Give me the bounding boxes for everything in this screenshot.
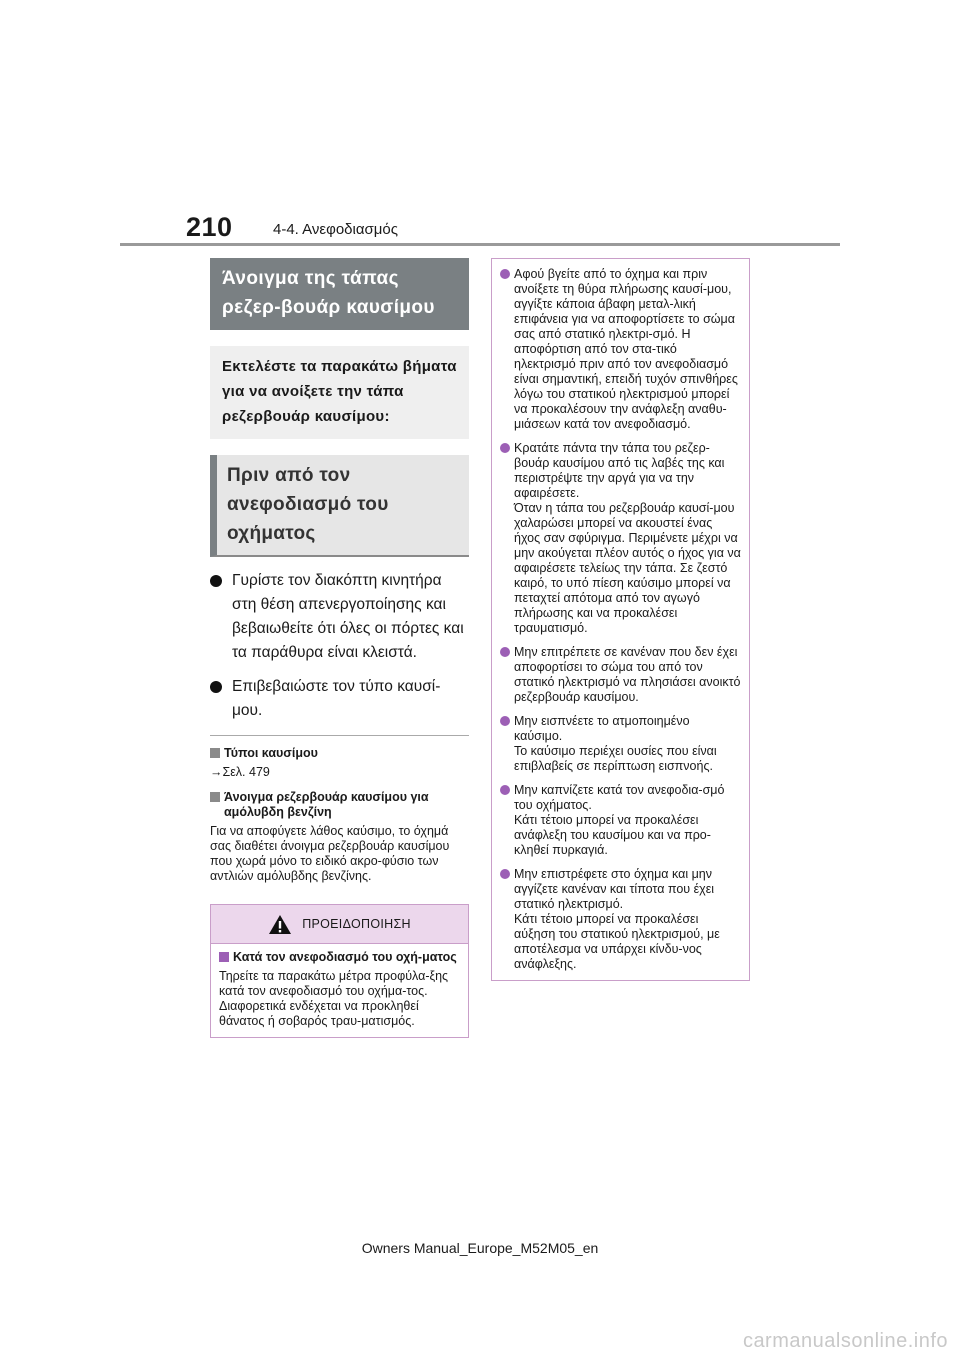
note-title-text: Τύποι καυσίμου — [224, 746, 318, 760]
list-item — [500, 714, 741, 774]
note-title-text: Άνοιγμα ρεζερβουάρ καυσίμου για αμόλυβδη βενζίνη — [224, 790, 429, 819]
bullet-dot-icon — [500, 269, 510, 279]
warning-box — [210, 904, 469, 1038]
warning-label: ΠΡΟΕΙΔΟΠΟΙΗΣΗ — [302, 917, 411, 931]
warning-item-text: Μην επιτρέπετε σε κανέναν που δεν έχει αποφορτίσει το σώμα του από τον στατικό ηλεκτρισμό να πλησιάσει ανοικτό ρεζερβουάρ καυσίμου. — [514, 645, 741, 704]
square-bullet-icon — [219, 952, 229, 962]
warning-text: Τηρείτε τα παρακάτω μέτρα προφύλα-ξης κατά τον ανεφοδιασμό του οχήμα-τος. Διαφορετικά ενδέχεται να προκληθεί θάνατος ή σοβαρός τραυ-ματισμός. — [219, 969, 449, 1028]
list-item — [500, 267, 741, 432]
square-bullet-icon — [210, 792, 220, 802]
intro-text: Εκτελέστε τα παρακάτω βήματα για να ανοίξετε την τάπα ρεζερβουάρ καυσίμου: — [210, 346, 469, 439]
list-item — [500, 441, 741, 636]
bullet-dot-icon — [210, 681, 222, 693]
list-item — [210, 675, 469, 723]
warning-title-text: Κατά τον ανεφοδιασμό του οχή-ματος — [233, 950, 457, 964]
main-heading: Άνοιγμα της τάπας ρεζερ-βουάρ καυσίμου — [210, 258, 469, 330]
header-rule — [120, 243, 840, 246]
list-item — [500, 645, 741, 705]
bullet-text: Επιβεβαιώστε τον τύπο καυσί-μου. — [232, 678, 441, 719]
bullet-dot-icon — [500, 443, 510, 453]
sub-heading: Πριν από τον ανεφοδιασμό του οχήματος — [210, 455, 469, 557]
list-item — [210, 569, 469, 665]
bullet-list — [210, 569, 469, 723]
warning-triangle-icon — [268, 914, 292, 935]
bullet-dot-icon — [500, 785, 510, 795]
warning-item-text: Αφού βγείτε από το όχημα και πριν ανοίξετε τη θύρα πλήρωσης καυσί-μου, αγγίξτε κάποια άβαφη μεταλ-λική επιφάνεια για να αποφορτίσετε το σώμα σας από στατικό ηλεκτρι-σμό. Η αποφόρτιση από τον στα-τικό ηλεκτρισμό πριν από τον ανεφοδιασμό είναι σημαντική, επειδή τυχόν σπινθήρες λόγω του στατικού ηλεκτρισμού μπορεί να προκαλέσουν την ανάφλεξη αναθυ-μιάσεων κατά τον ανεφοδιασμό. — [514, 267, 738, 431]
bullet-text: Γυρίστε τον διακόπτη κινητήρα στη θέση απενεργοποίησης και βεβαιωθείτε ότι όλες οι πόρτες και τα παράθυρα είναι κλειστά. — [232, 572, 464, 661]
list-item — [500, 867, 741, 972]
list-item — [500, 783, 741, 858]
warning-item-text: Μην επιστρέφετε στο όχημα και μην αγγίζετε κανέναν και τίποτα που έχει στατικό ηλεκτρισμό. Κάτι τέτοιο μπορεί να προκαλέσει αύξηση του στατικού ηλεκτρισμού, με αποτέλεσμα να υπάρχει κίνδυ-νος ανάφλεξης. — [514, 867, 720, 971]
warning-item-text: Μην καπνίζετε κατά τον ανεφοδια-σμό του οχήματος. Κάτι τέτοιο μπορεί να προκαλέσει ανάφλεξη του καυσίμου και να προ-κληθεί πυρκαγιά. — [514, 783, 725, 857]
footer-text: Owners Manual_Europe_M52M05_en — [361, 1240, 599, 1256]
warning-body — [211, 944, 468, 1037]
warning-header — [211, 905, 468, 944]
watermark: carmanualsonline.info — [742, 1330, 948, 1352]
bullet-dot-icon — [500, 716, 510, 726]
page-number: 210 — [186, 212, 233, 242]
warning-title — [219, 950, 460, 965]
notes-divider — [210, 735, 469, 736]
note-text: →Σελ. 479 — [210, 765, 270, 779]
left-column — [210, 258, 469, 1038]
warning-item-text: Κρατάτε πάντα την τάπα του ρεζερ-βουάρ καυσίμου από τις λαβές της και περιστρέψτε την αργά για να την αφαιρέσετε. Όταν η τάπα του ρεζερβουάρ καυσί-μου χαλαρώσει μπορεί να ακουστεί ένας ήχος σαν σφύριγμα. Περιμένετε μέχρι να μην ακούγεται πλέον αυτός ο ήχος για να αφαιρέσετε τελείως την τάπα. Σε ζεστό καιρό, το υπό πίεση καύσιμο μπορεί να πεταχτεί απότομα από τον αγωγό πλήρωσης και να προκαλέσει τραυματισμό. — [514, 441, 741, 635]
bullet-dot-icon — [210, 575, 222, 587]
bullet-dot-icon — [500, 869, 510, 879]
section-title: 4-4. Ανεφοδιασμός — [273, 221, 399, 238]
square-bullet-icon — [210, 748, 220, 758]
note-title — [210, 746, 469, 761]
bullet-dot-icon — [500, 647, 510, 657]
warning-item-text: Μην εισπνέετε το ατμοποιημένο καύσιμο. Το καύσιμο περιέχει ουσίες που είναι επιβλαβείς σε περίπτωση εισπνοής. — [514, 714, 717, 773]
note-title — [210, 790, 469, 820]
note-text: Για να αποφύγετε λάθος καύσιμο, το όχημά σας διαθέτει άνοιγμα ρεζερβουάρ καυσίμου που χωρά μόνο το ειδικό ακρο-φύσιο των αντλιών αμόλυβδης βενζίνης. — [210, 824, 450, 883]
warning-continued-box — [491, 258, 750, 981]
